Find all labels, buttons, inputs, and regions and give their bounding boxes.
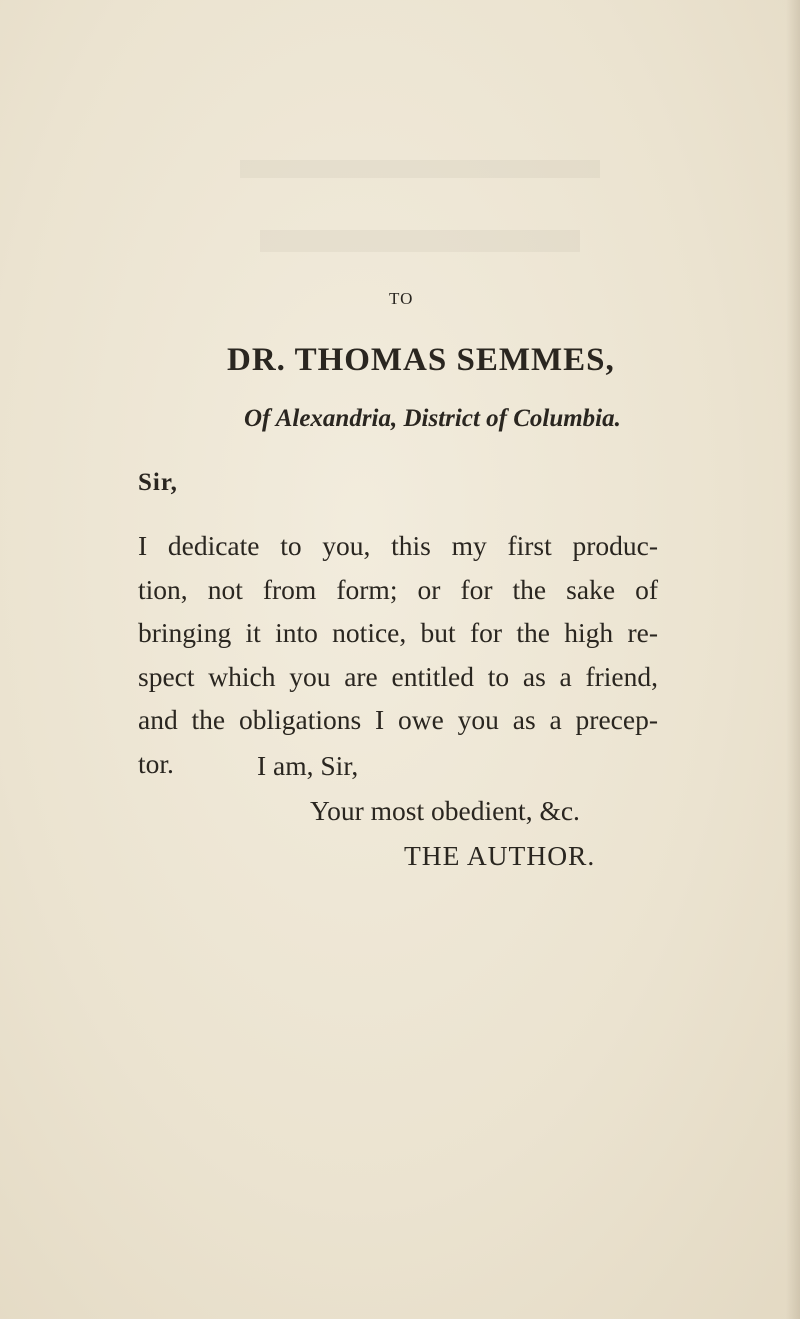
- body-line: bringing it into notice, but for the high re-: [138, 617, 658, 648]
- signature: THE AUTHOR.: [404, 840, 596, 871]
- page-edge-shadow: [786, 0, 800, 1319]
- bleed-through-shadow: [180, 150, 660, 270]
- body-line: tor.: [138, 747, 174, 779]
- closing-line: Your most obedient, &c.: [310, 795, 580, 826]
- body-line: I dedicate to you, this my first produc-: [138, 530, 658, 561]
- salutation: Sir,: [138, 469, 178, 496]
- body-line: spect which you are entitled to as a friend,: [138, 660, 658, 692]
- dedication-to: TO: [389, 289, 414, 308]
- body-line: tion, not from form; or for the sake of: [138, 573, 658, 605]
- dedication-addressee: DR. THOMAS SEMMES,: [227, 342, 615, 378]
- body-line: and the obligations I owe you as a precep-: [138, 704, 658, 735]
- dedication-body: [138, 524, 658, 785]
- closing-line: I am, Sir,: [257, 750, 359, 781]
- dedication-place: Of Alexandria, District of Columbia.: [244, 405, 621, 432]
